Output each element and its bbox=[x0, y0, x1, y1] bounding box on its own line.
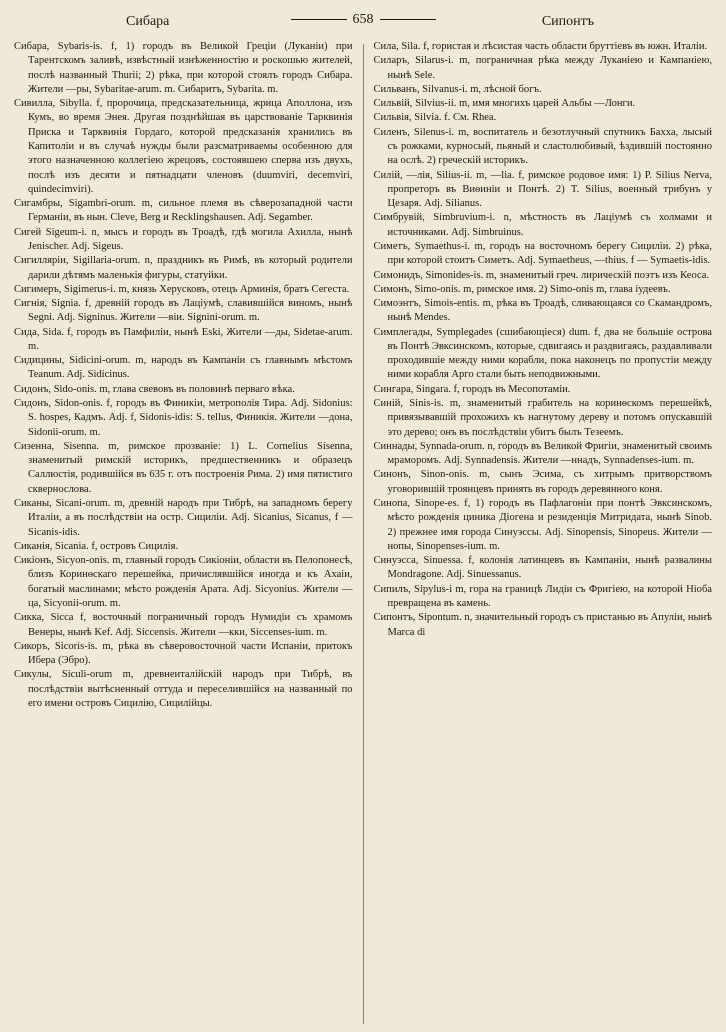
dictionary-entry: Симбрувій, Simbruvium-i. n, мѣстность въ Лаціумѣ съ холмами и источниками. Adj. Simbruinus. bbox=[373, 212, 712, 238]
dictionary-entry: Сигимеръ, Sigimerus-i. m, князь Херусковъ, отецъ Арминія, братъ Сегеста. bbox=[14, 283, 350, 295]
dictionary-entry: Сиканы, Sicani-orum. m, древній народъ при Тибрѣ, на западномъ берегу Италіи, а въ послѣдствіи на остр. Сициліи. Adj. Sicanius, Sicanus, f —Sicanis-idis. bbox=[14, 498, 353, 538]
dictionary-entry: Синуэсса, Sinuessa. f, колонія латинцевъ въ Кампаніи, нынѣ развалины Mondragone. Adj. Sinuessanus. bbox=[373, 555, 712, 581]
dictionary-entry: Сильванъ, Silvanus-i. m, лѣсной богъ. bbox=[373, 83, 542, 95]
dictionary-entry: Сидонъ, Sidon-onis. f, городъ въ Финикіи, метрополія Тира. Adj. Sidonius: S. hospes, Кадмъ. Adj. f, Sidonis-idis: S. tellus, Финикія. Жители —дона, Sidonii-orum. m. bbox=[14, 398, 353, 438]
dictionary-entry: Силаръ, Silarus-i. m, пограничная рѣка между Луканіею и Кампаніею, нынѣ Sele. bbox=[373, 55, 712, 81]
page-number-block bbox=[14, 12, 712, 28]
dictionary-entry: Сида, Sida. f, городъ въ Памфиліи, нынѣ Eski, Жители —ды, Sidetae-arum. m. bbox=[14, 326, 353, 352]
dictionary-entry: Синопа, Sinope-es. f, 1) городъ въ Пафлагоніи при понтѣ Эвксинскомъ, мѣсто рожденія циника Діогена и резиденція Митридата, нынѣ Sinob. 2) прежнее имя города Синуэссы. Adj. Sinopensis, Sinopeus. Жители —нопы, Sinopenses-ium. m. bbox=[373, 498, 712, 552]
dictionary-entry: Сигилляріи, Sigillaria-orum. n, праздникъ въ Римѣ, въ который родители дарили дѣтямъ маленькія фигуры, статуйки. bbox=[14, 255, 353, 281]
header-rule-right bbox=[380, 19, 436, 20]
dictionary-entry: Сильвія, Silvia. f. См. Rhea. bbox=[373, 112, 497, 124]
dictionary-entry: Сикіонъ, Sicyon-onis. m, главный городъ Сикіоніи, области въ Пелопонесѣ, близъ Коринѳскаго перешейка, причислявшійся иногда и къ Ахаіи, богатый маслинами; мѣсто рожденія Арата. Adj. Sicyonius. Жители —ца, Sicyonii-orum. m. bbox=[14, 555, 353, 609]
dictionary-entry: Сигнія, Signia. f, древній городъ въ Лаціумѣ, славившійся виномъ, нынѣ Segni. Adj. Signinus. Жители —віи. Signini-orum. m. bbox=[14, 298, 353, 324]
header-rule-left bbox=[291, 19, 347, 20]
dictionary-entry: Симонъ, Simo-onis. m, римское имя. 2) Simo-onis m, глава іудеевъ. bbox=[373, 283, 671, 295]
page-header bbox=[14, 10, 712, 32]
columns bbox=[14, 40, 712, 1024]
dictionary-entry: Сикоръ, Sicoris-is. m, рѣка въ сѣверовосточной части Испаніи, притокъ Ибера (Эбро). bbox=[14, 640, 353, 667]
right-running-head: Сипонтъ bbox=[541, 14, 594, 29]
dictionary-entry: Сикка, Sicca f, восточный пограничный городъ Нумидіи съ храмомъ Венеры, нынѣ Kef. Adj. Siccensis. Жители —кки, Siccenses-ium. m. bbox=[14, 612, 353, 638]
dictionary-entry: Сивилла, Sibylla. f, пророчица, предсказательница, жрица Аполлона, изъ Кумъ, во время Энея. Другая позднѣйшая въ царствованіе Тарквинія Приска и Тарквинія Гордаго, которой предсказанія хранились въ Капитоліи и въ случаѣ нужды были разсматриваемы особенною для этого назначенною коллегіею жрецовъ, состоявшею сперва изъ двухъ, послѣ изъ десяти и пятнадцати членовъ (duumviri, decemviri, quindecimviri). bbox=[14, 98, 353, 195]
left-running-head: Сибара bbox=[126, 14, 170, 29]
dictionary-entry: Сильвій, Silvius-ii. m, имя многихъ царей Альбы —Лонги. bbox=[373, 98, 636, 110]
dictionary-entry: Сигамбры, Sigambri-orum. m, сильное племя въ сѣверозападной части Германіи, въ нын. Cleve, Berg и Recklingshausen. Adj. Segamber. bbox=[14, 198, 353, 224]
dictionary-entry: Симоэнтъ, Simois-entis. m, рѣка въ Троадѣ, сливающаяся со Скамандромъ, нынѣ Mendes. bbox=[373, 298, 712, 324]
dictionary-entry: Сингара, Singara. f, городъ въ Месопотаміи. bbox=[373, 383, 571, 395]
dictionary-entry: Сикулы, Siculi-orum m, древнеиталійскій народъ при Тибрѣ, въ послѣдствіи вытѣсненный оттуда и переселившійся на названный по его имени островъ Сицилію, Сицилійцы. bbox=[14, 669, 353, 709]
dictionary-entry: Сипонтъ, Sipontum. n, значительный городъ съ пристанью въ Апуліи, нынѣ Marca di bbox=[373, 612, 712, 638]
dictionary-entry: Сидонъ, Sido-onis. m, глава свевовъ въ половинѣ перваго вѣка. bbox=[14, 383, 295, 395]
dictionary-entry: Сидицины, Sidicini-orum. m, народъ въ Кампаніи съ главнымъ мѣстомъ Teanum. Adj. Sidicinus. bbox=[14, 355, 353, 381]
dictionary-entry: Симплегады, Symplegades (сшибающіеся) dum. f, два не большіе острова въ Понтѣ Эвксинскомъ, которые, сдвигаясь и раздвигаясь, раздавливали проходившіе между ними корабли, пока наконецъ по пропуcтіи между ними корабля Арго стали быть неподвижными. bbox=[373, 326, 712, 381]
dictionary-entry: Синнады, Synnada-orum. n, городъ въ Великой Фригіи, знаменитый своимъ мраморомъ. Adj. Synnadensis. Жители —ннадъ, Synnadenses-ium. m. bbox=[373, 440, 712, 467]
dictionary-entry: Сизенна, Sisenna. m, римское прозваніе: 1) L. Cornelius Sisenna, знаменитый римскій историкъ, предшественникъ и образецъ Саллюстія, родившійся въ 635 г. отъ построенія Рима. 2) имя пятистиго сквернослова. bbox=[14, 440, 353, 495]
right-column bbox=[364, 40, 713, 1024]
dictionary-entry: Силій, —лія, Silius-ii. m, —lia. f, римское родовое имя: 1) P. Silius Nerva, пропреторъ въ Виѳиніи и Понтѣ. 2) T. Silius, военный трибунъ у Цезаря. Adj. Silianus. bbox=[373, 169, 712, 210]
page-number: 658 bbox=[352, 12, 374, 27]
dictionary-entry: Сибара, Sybaris-is. f, 1) городъ въ Великой Греціи (Луканіи) при Тарентскомъ заливѣ, извѣстный изнѣженностію и роскошью жителей, послѣ названный Thurii; 2) рѣка, при которой стоялъ городъ Сибара. Жители —ры, Sybaritae-arum. m. Сибаритъ, Sybarita. m. bbox=[14, 41, 353, 95]
dictionary-entry: Синонъ, Sinon-onis. m, сынъ Эсима, съ хитрымъ притворствомъ уговорившій троянцевъ принять въ городъ деревянного коня. bbox=[373, 469, 712, 495]
dictionary-entry: Сигей Sigeum-i. n, мысъ и городъ въ Троадѣ, гдѣ могила Ахилла, нынѣ Jenischer. Adj. Sigeus. bbox=[14, 226, 353, 252]
left-column bbox=[14, 40, 363, 1024]
dictionary-entry: Симетъ, Symaethus-i. m, городъ на восточномъ берегу Сициліи. 2) рѣка, при которой стоитъ Симетъ. Adj. Symaetheus, —thius. f — Symaetis-idis. bbox=[373, 240, 712, 267]
dictionary-entry: Симонидъ, Simonides-is. m, знаменитый греч. лирическій поэтъ изъ Кеоса. bbox=[373, 269, 710, 281]
dictionary-entry: Сила, Sila. f, гористая и лѣсистая часть области бруттіевъ въ южн. Италіи. bbox=[373, 41, 708, 52]
dictionary-entry: Синій, Sinis-is. m, знаменитый грабитель на коринѳскомъ перешейкѣ, привязывавшій прохожихъ къ нагнутому дереву и потомъ опускавшій это дерево; онъ въ послѣдствіи убитъ былъ Тезеемъ. bbox=[373, 398, 712, 438]
dictionary-entry: Силенъ, Silenus-i. m, воспитатель и безотлучный спутникъ Бахха, лысый съ рожками, курносый, пьяный и сластолюбивый, ѣздившій постоянно на ослѣ. 2) греческій историкъ. bbox=[373, 126, 712, 167]
dictionary-entry: Сипилъ, Sipylus-i m, гора на границѣ Лидіи съ Фригіею, на которой Ніоба превращена въ камень. bbox=[373, 583, 712, 609]
dictionary-entry: Сиканія, Sicania. f, островъ Сицилія. bbox=[14, 540, 179, 552]
